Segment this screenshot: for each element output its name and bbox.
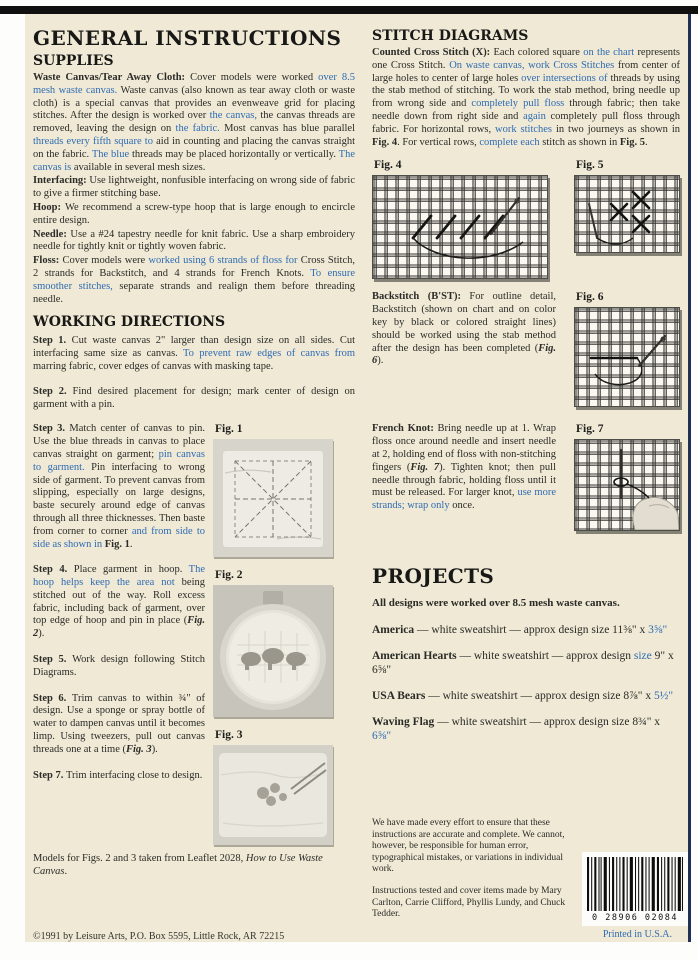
- counted-cross-stitch-paragraph: Counted Cross Stitch (X): Each colored square on the chart represents one Cross Stitch. On waste canvas, work Cross Stitches from center of large holes to center of large holes over intersections of threads by using the stab method of stitching. To work the stab method, bring needle up from wrong side and completely pull floss through fabric; then take needle down from right side and again completely pull floss through fabric. For horizontal rows, work stitches in two journeys as shown in Fig. 4. For vertical rows, complete each stitch as shown in Fig. 5.: [372, 47, 681, 148]
- embroidery-hoop-illustration: [213, 585, 333, 717]
- steps-and-figures-row: [33, 423, 355, 857]
- project-american-hearts: American Hearts — white sweatshirt — approx design size 9" x 6⅝": [372, 650, 674, 676]
- credits-text: Instructions tested and cover items made by Mary Carlton, Carrie Clifford, Phyllis Lundy, and Chuck Tedder.: [372, 885, 566, 920]
- barcode-block: [582, 852, 688, 926]
- figure-1-label: Fig. 1: [215, 423, 243, 436]
- figure-7-block: [574, 423, 680, 531]
- figure-1-photo-shirt-basting: [213, 439, 333, 557]
- general-instructions-title: GENERAL INSTRUCTIONS: [33, 26, 342, 50]
- upc-barcode: [582, 852, 688, 926]
- stitch-diagrams-title: STITCH DIAGRAMS: [372, 28, 529, 44]
- backstitch-paragraph: Backstitch (B'ST): For outline detail, Backstitch (shown on chart and on color key by black or colored straight lines) should be worked using the stab method after the design has been completed (Fig. 6).: [372, 291, 556, 367]
- projects-intro: All designs were worked over 8.5 mesh waste canvas.: [372, 597, 620, 609]
- fig4-fig5-row: [372, 159, 680, 279]
- figure-6-block: [574, 291, 680, 407]
- figure-5-block: [574, 159, 680, 279]
- steps-narrow-column: [33, 423, 205, 857]
- supplies-floss-paragraph: Floss: Cover models were worked using 6 strands of floss for Cross Stitch, 2 strands for Backstitch, and 4 strands for French Knots. To ensure smoother stitches, separate strands and realign them before threading needle.: [33, 255, 355, 305]
- supplies-title: SUPPLIES: [33, 53, 114, 69]
- shirt-basting-illustration: [213, 439, 333, 557]
- barcode-number: 0 28906 02084: [591, 913, 679, 923]
- leaflet-sheet: [25, 14, 691, 942]
- shirt-tweezers-illustration: [213, 745, 333, 845]
- figure-2-block: [213, 569, 355, 717]
- step-7-paragraph: Step 7. Trim interfacing close to design.: [33, 769, 203, 781]
- working-directions-title: WORKING DIRECTIONS: [33, 314, 226, 331]
- project-usa-bears: USA Bears — white sweatshirt — approx design size 8⅞" x 5½": [372, 690, 674, 702]
- figure-3-photo-tweezers: [213, 745, 333, 845]
- step-1-paragraph: Step 1. Cut waste canvas 2" larger than design size on all sides. Cut interfacing same size as canvas. To prevent raw edges of canvas from marring fabric, cover edges of canvas with masking tape.: [33, 335, 355, 372]
- step-3-paragraph: Step 3. Match center of canvas to pin. Use the blue threads in canvas to place canvas straight on garment; pin canvas to garment. Pin interfacing to wrong side of garment. To prevent canvas from slipping, especially on large designs, baste securely around edge of canvas through all three thicknesses. Then baste from corner to corner and from side to side as shown in Fig. 1.: [33, 423, 205, 550]
- figure-4-diagram-horizontal-rows: [372, 175, 548, 279]
- figure-7-label: Fig. 7: [576, 423, 604, 436]
- step-6-paragraph: Step 6. Trim canvas to within ¾" of design. Use a sponge or spray bottle of water to dampen canvas until it becomes limp. Using tweezers, pull out canvas threads one at a time (Fig. 3).: [33, 692, 205, 755]
- scan-top-edge: [0, 6, 698, 14]
- left-figures-column: [213, 423, 355, 857]
- left-column: [33, 26, 355, 857]
- step-4-paragraph: Step 4. Place garment in hoop. The hoop helps keep the area not being stitched out of the way. Roll excess fabric, including back of garment, over top edge of hoop and pin in place (Fig. 2).: [33, 564, 205, 640]
- french-knot-diagram: [575, 440, 679, 530]
- disclaimer-text: We have made every effort to ensure that these instructions are accurate and complete. We cannot, however, be responsible for human error, typographical mistakes, or variations in individual work.: [372, 818, 565, 875]
- supplies-needle-paragraph: Needle: Use a #24 tapestry needle for knit fabric. Use a sharp embroidery needle for tightly knit or tightly woven fabric.: [33, 228, 355, 253]
- step-5-paragraph: Step 5. Work design following Stitch Diagrams.: [33, 654, 205, 678]
- figure-2-photo-hoop: [213, 585, 333, 717]
- figure-4-block: [372, 159, 548, 279]
- figure-2-label: Fig. 2: [215, 569, 243, 582]
- backstitch-diagram: [575, 308, 679, 406]
- supplies-hoop-paragraph: Hoop: We recommend a screw-type hoop that is large enough to encircle entire design.: [33, 201, 355, 226]
- figure-5-label: Fig. 5: [576, 159, 604, 172]
- figure-4-label: Fig. 4: [374, 159, 402, 172]
- supplies-interfacing-paragraph: Interfacing: Use lightweight, nonfusible interfacing on wrong side of fabric to give a firmer stitching base.: [33, 175, 356, 200]
- figure-7-diagram-french-knot: [574, 439, 680, 531]
- french-knot-paragraph: French Knot: Bring needle up at 1. Wrap floss once around needle and insert needle at 2, holding end of floss with non-stitching fingers (Fig. 7). Tighten knot; then pull needle through fabric, holding floss until it must be released. For larger knot, use more strands; wrap only once.: [372, 423, 557, 512]
- projects-title: PROJECTS: [372, 564, 495, 588]
- figure-5-diagram-vertical-rows: [574, 175, 680, 253]
- projects-section: [372, 564, 680, 755]
- barcode-bars: [587, 857, 683, 911]
- vertical-cross-stitch-diagram: [575, 176, 679, 252]
- step-2-paragraph: Step 2. Find desired placement for design; mark center of design on garment with a pin.: [33, 385, 355, 410]
- disclaimer-column: [372, 818, 572, 926]
- figure-6-diagram-backstitch: [574, 307, 680, 407]
- project-waving-flag: Waving Flag — white sweatshirt — approx design size 8¾" x 6⅝": [372, 716, 661, 742]
- figure-6-label: Fig. 6: [576, 291, 604, 304]
- printed-in-usa: Printed in U.S.A.: [602, 929, 672, 940]
- backstitch-row: [372, 291, 680, 407]
- cross-stitch-journey-diagram: [373, 176, 547, 278]
- bottom-section: [372, 818, 688, 926]
- figure-3-label: Fig. 3: [215, 729, 243, 742]
- figure-1-block: [213, 423, 355, 557]
- stitch-diagrams-section: [372, 26, 680, 531]
- supplies-waste-canvas-paragraph: Waste Canvas/Tear Away Cloth: Cover models were worked over 8.5 mesh waste canvas. Waste canvas (also known as tear away cloth or waste cloth) is a special canvas that provides an evenweave grid for placing stitches. After the design is worked over the canvas, the canvas threads are removed, leaving the design on the fabric. Most canvas has blue parallel threads every fifth square to aid in counting and placing the canvas straight on the fabric. The blue threads may be placed horizontally or vertically. The canvas is available in several mesh sizes.: [33, 72, 355, 173]
- copyright-line: ©1991 by Leisure Arts, P.O. Box 5595, Little Rock, AR 72215: [33, 931, 285, 942]
- models-note: Models for Figs. 2 and 3 taken from Leaflet 2028, How to Use Waste Canvas.: [33, 853, 323, 877]
- french-knot-row: [372, 423, 680, 531]
- project-america: America — white sweatshirt — approx design size 11⅜" x 3⅝": [372, 624, 668, 636]
- figure-3-block: [213, 729, 355, 845]
